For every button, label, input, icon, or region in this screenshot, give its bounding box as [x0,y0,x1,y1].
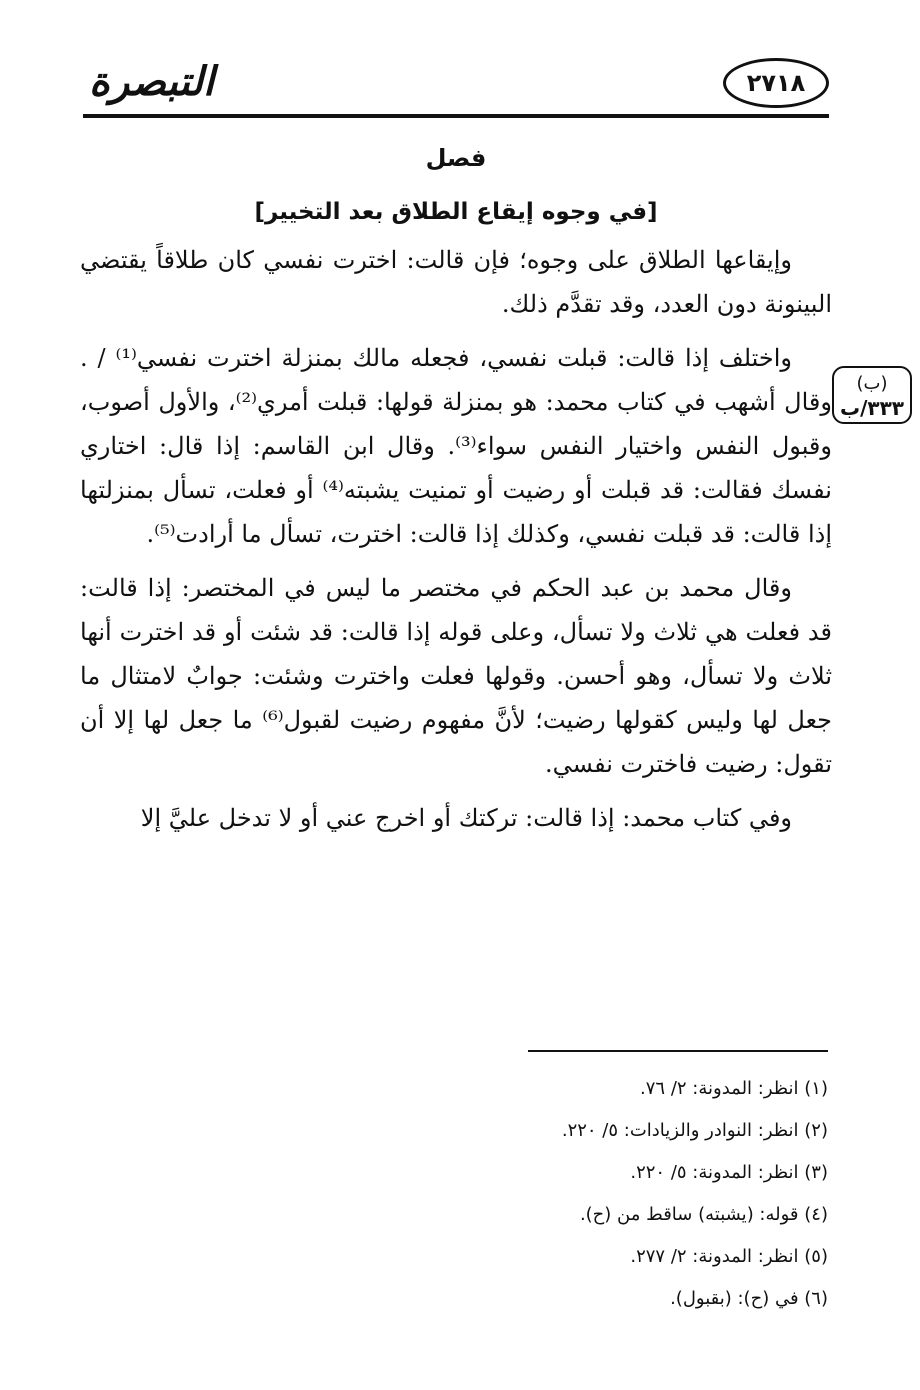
section-subheading: [في وجوه إيقاع الطلاق بعد التخيير] [254,199,658,225]
folio-note-line2: ٣٣٣/ب [839,396,905,420]
header-rule [83,114,829,118]
paragraph: وفي كتاب محمد: إذا قالت: تركتك أو اخرج عني أو لا تدخل عليَّ إلا [140,804,792,832]
book-title: التبصرة [89,58,215,105]
footnote: (١) انظر: المدونة: ٢/ ٧٦. [640,1078,828,1099]
folio-note-line1: (ب) [856,373,888,394]
footnote: (٢) انظر: النوادر والزيادات: ٥/ ٢٢٠. [561,1120,828,1141]
page-header [83,52,829,118]
paragraph: وقال محمد بن عبد الحكم في مختصر ما ليس في المختصر: إذا قالت: قد فعلت هي ثلاث ولا تسأل، وعلى قوله إذا قالت: قد شئت أو قد اخترت أنها ثلاث ولا تسأل، وهو أحسن. وقولها فعلت واخترت وشئت: جوابٌ لامتثال ما جعل لها وليس كقولها رضيت؛ لأنَّ مفهوم رضيت لقبول⁽⁶⁾ ما جعل لها إلا أن تقول: رضيت فاخترت نفسي. [80,574,832,778]
footnote: (٤) قوله: (يشبته) ساقط من (ح). [579,1204,828,1225]
paragraph: واختلف إذا قالت: قبلت نفسي، فجعله مالك بمنزلة اخترت نفسي⁽¹⁾ / . وقال أشهب في كتاب محمد: هو بمنزلة قولها: قبلت أمري⁽²⁾، والأول أصوب، وقبول النفس واختيار النفس سواء⁽³⁾. وقال ابن القاسم: إذا قال: اختاري نفسك فقالت: قد قبلت أو رضيت أو تمنيت يشبته⁽⁴⁾ أو فعلت، تسأل بمنزلتها إذا قالت: قد قبلت نفسي، وكذلك إذا قالت: اخترت، تسأل ما أرادت⁽⁵⁾. [80,344,832,548]
main-text [80,140,832,850]
page-number: ٢٧١٨ [723,58,829,108]
manuscript-folio-note [832,366,912,424]
paragraph: وإيقاعها الطلاق على وجوه؛ فإن قالت: اخترت نفسي كان طلاقاً يقتضي البينونة دون العدد، وقد تقدَّم ذلك. [80,246,832,318]
section-heading: فصل [425,144,487,172]
footnote: (٥) انظر: المدونة: ٢/ ٢٧٧. [630,1246,828,1267]
footnote: (٦) في (ح): (بقبول). [670,1288,828,1309]
footnote-rule [528,1050,828,1052]
footnotes [228,1068,828,1320]
footnote: (٣) انظر: المدونة: ٥/ ٢٢٠. [630,1162,828,1183]
